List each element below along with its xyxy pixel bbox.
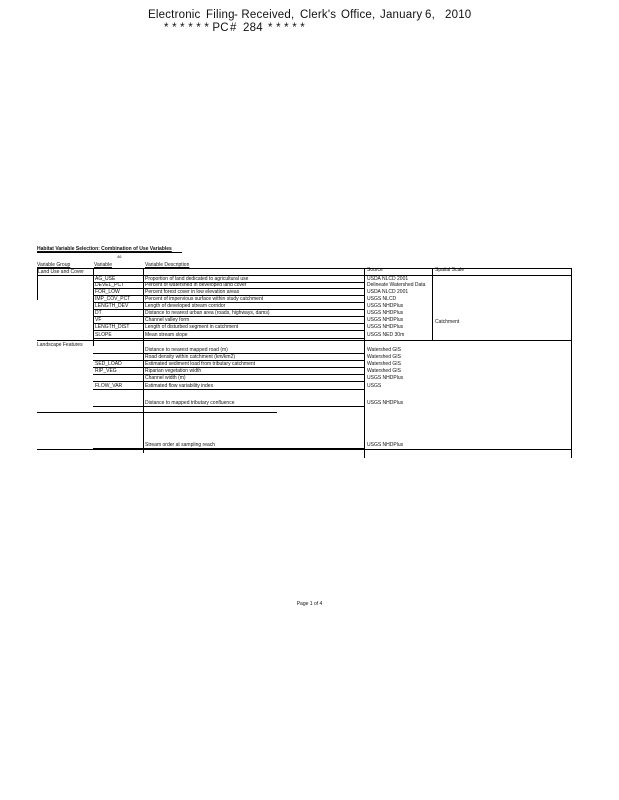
row-source: USGS bbox=[367, 383, 382, 389]
row-description: Road density within catchment (km/km2) bbox=[145, 354, 236, 360]
row-source: USGS NHDPlus bbox=[367, 400, 404, 406]
row-rule bbox=[93, 316, 365, 317]
table-marker: 46 bbox=[117, 254, 122, 259]
row-variable: IMP_COV_PCT bbox=[95, 296, 131, 302]
group-label: Landscape Features bbox=[37, 342, 83, 348]
group-label: Land Use and Cover bbox=[38, 269, 84, 275]
row-rule bbox=[93, 302, 365, 303]
page-number: Page 1 of 4 bbox=[296, 601, 323, 607]
row-rule bbox=[93, 374, 365, 375]
row-rule bbox=[93, 330, 365, 331]
stamp-word: Clerk's bbox=[300, 9, 337, 21]
stamp-word: * * * * * * PC bbox=[164, 22, 229, 34]
row-source: Watershed GIS bbox=[367, 347, 401, 353]
stamp-word: Electronic bbox=[148, 9, 201, 21]
title-underline bbox=[37, 252, 182, 253]
row-source: USGS NHDPlus bbox=[367, 317, 404, 323]
bottom-rule bbox=[37, 449, 572, 450]
row-variable: VF bbox=[95, 317, 102, 323]
header-variable: Variable bbox=[94, 262, 112, 268]
row-description: Proportion of land dedicated to agricultural use bbox=[145, 276, 249, 282]
spatial-scale-value: Catchment bbox=[435, 319, 460, 325]
row-variable: DEVEL_PCT bbox=[95, 282, 125, 288]
column-rule bbox=[143, 268, 144, 453]
row-variable: SLOPE bbox=[95, 332, 112, 338]
row-rule bbox=[93, 381, 365, 382]
row-description: Distance to nearest mapped road (m) bbox=[145, 347, 228, 353]
header-source: Source bbox=[367, 267, 383, 273]
stamp-word: 2010 bbox=[445, 9, 472, 21]
row-description: Estimated sediment load from tributary catchment bbox=[145, 361, 256, 367]
row-description: Channel valley form bbox=[145, 317, 190, 323]
row-source: Watershed GIS bbox=[367, 368, 401, 374]
row-rule bbox=[93, 338, 365, 339]
row-rule bbox=[37, 340, 572, 341]
row-variable: RIP_VEG bbox=[95, 368, 117, 374]
column-rule bbox=[364, 268, 365, 458]
stamp-word: Office, bbox=[341, 9, 376, 21]
row-variable: LENGTH_DIST bbox=[95, 324, 130, 330]
stamp-word: 284 bbox=[243, 22, 263, 34]
row-variable: FLOW_VAR bbox=[95, 383, 123, 389]
row-description: Estimated flow variability index bbox=[145, 383, 214, 389]
row-source: Watershed GIS bbox=[367, 354, 401, 360]
row-description: Stream order at sampling reach bbox=[145, 442, 216, 448]
row-rule bbox=[37, 275, 572, 276]
row-source: USGS NHDPlus bbox=[367, 324, 404, 330]
row-description: Channel width (m) bbox=[145, 375, 186, 381]
stamp-word: January bbox=[380, 9, 423, 21]
header-rule bbox=[37, 268, 572, 269]
row-source: USGS NED 30m bbox=[367, 332, 405, 338]
row-rule bbox=[93, 406, 365, 407]
row-description: Percent of watershed in developed land cover bbox=[145, 282, 247, 288]
stamp-word: - Received, bbox=[234, 9, 295, 21]
row-rule bbox=[93, 367, 365, 368]
row-variable: AG_USE bbox=[95, 276, 116, 282]
row-description: Distance to mapped tributary confluence bbox=[145, 400, 235, 406]
stamp-word: * * * * * bbox=[268, 22, 305, 34]
row-source: USGS NHDPlus bbox=[367, 375, 404, 381]
row-description: Distance to nearest urban area (roads, highways, dams) bbox=[145, 310, 270, 316]
header-variable-group: Variable Group bbox=[37, 262, 71, 268]
row-variable: LENGTH_DEV bbox=[95, 303, 129, 309]
row-description: Length of disturbed segment in catchment bbox=[145, 324, 239, 330]
row-source: USDA NLCD 2001 bbox=[367, 289, 409, 295]
column-rule bbox=[93, 268, 94, 346]
row-variable: FOR_LOW bbox=[95, 289, 120, 295]
header-spatial-scale: Spatial Scale bbox=[435, 267, 465, 273]
stamp-word: 6, bbox=[425, 9, 435, 21]
header-description: Variable Description bbox=[145, 262, 190, 268]
row-source: Delineate Watershed Data bbox=[367, 282, 426, 288]
row-description: Mean stream slope bbox=[145, 332, 188, 338]
row-variable: SED_LOAD bbox=[95, 361, 122, 367]
row-rule bbox=[93, 389, 365, 390]
table-title: Habitat Variable Selection: Combination of Use Variables bbox=[37, 246, 172, 252]
row-description: Percent forest cover in low elevation areas bbox=[145, 289, 240, 295]
row-source: USGS NHDPlus bbox=[367, 310, 404, 316]
row-rule bbox=[37, 412, 277, 413]
variable-table bbox=[37, 246, 572, 461]
stamp-word: Filing bbox=[206, 9, 235, 21]
row-source: USDA NLCD 2001 bbox=[367, 276, 409, 282]
column-rule bbox=[37, 268, 38, 300]
stamp-word: # bbox=[230, 22, 237, 34]
column-rule bbox=[571, 268, 572, 458]
row-source: USGS NLCD bbox=[367, 296, 397, 302]
row-variable: DT bbox=[95, 310, 102, 316]
row-description: Riparian vegetation width bbox=[145, 368, 202, 374]
column-rule bbox=[432, 268, 433, 340]
row-source: USGS NHDPlus bbox=[367, 442, 404, 448]
row-source: Watershed GIS bbox=[367, 361, 401, 367]
row-description: Length of developed stream corridor bbox=[145, 303, 226, 309]
row-source: USGS NHDPlus bbox=[367, 303, 404, 309]
row-description: Percent of impervious surface within study catchment bbox=[145, 296, 264, 302]
